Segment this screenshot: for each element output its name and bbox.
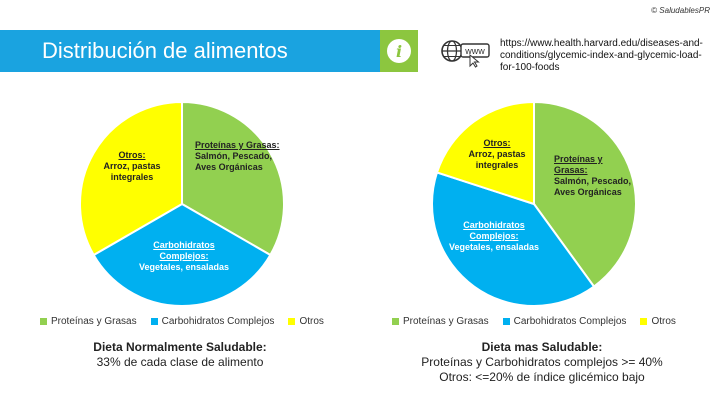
caption-1-line: 33% de cada clase de alimento xyxy=(96,355,264,369)
pie-1-label-otros: Otros: Arroz, pastas integrales xyxy=(103,150,161,182)
legend-2-item-carbohidratos: Carbohidratos Complejos xyxy=(503,316,627,327)
legend-swatch xyxy=(151,318,158,325)
legend-2-item-proteinas: Proteínas y Grasas xyxy=(392,316,489,327)
caption-2-line-2: Otros: <=20% de índice glicémico bajo xyxy=(439,370,645,384)
legend-1-item-otros: Otros xyxy=(288,316,323,327)
legend-1-item-carbohidratos: Carbohidratos Complejos xyxy=(151,316,275,327)
legend-swatch xyxy=(288,318,295,325)
www-label: www xyxy=(465,46,485,56)
copyright-text: © SaludablesPR xyxy=(651,6,710,15)
pie-1-label-proteinas: Proteínas y Grasas: Salmón, Pescado, Aves Orgánicas xyxy=(195,140,280,172)
legend-swatch xyxy=(392,318,399,325)
pie-2-label-otros: Otros: Arroz, pastas integrales xyxy=(468,138,526,170)
www-globe-icon xyxy=(440,38,492,68)
pie-1-label-carbohidratos: Carbohidratos Complejos: Vegetales, ensaladas xyxy=(138,240,230,272)
caption-1 xyxy=(60,340,300,370)
legend-swatch xyxy=(640,318,647,325)
legend-1-item-proteinas: Proteínas y Grasas xyxy=(40,316,137,327)
pie-chart-1 xyxy=(70,100,290,310)
pie-2-label-proteinas: Proteínas y Grasas: Salmón, Pescado, Aves Orgánicas xyxy=(554,154,632,197)
legend-2 xyxy=(392,316,676,327)
caption-1-heading: Dieta Normalmente Saludable: xyxy=(93,340,267,354)
info-button[interactable] xyxy=(380,30,418,72)
source-link[interactable]: https://www.health.harvard.edu/diseases-and-conditions/glycemic-index-and-glycemic-load-for-100-foods xyxy=(500,38,703,73)
legend-2-item-otros: Otros xyxy=(640,316,675,327)
legend-1 xyxy=(40,316,324,327)
legend-swatch xyxy=(503,318,510,325)
legend-swatch xyxy=(40,318,47,325)
pie-2-svg xyxy=(422,100,642,310)
pie-1-svg xyxy=(70,100,290,310)
pie-chart-2 xyxy=(422,100,642,310)
caption-2-line-1: Proteínas y Carbohidratos complejos >= 40% xyxy=(421,355,663,369)
pie-2-label-carbohidratos: Carbohidratos Complejos: Vegetales, ensaladas xyxy=(448,220,540,252)
caption-2 xyxy=(392,340,692,385)
info-icon: i xyxy=(387,39,411,63)
title-bar xyxy=(0,30,380,72)
page-title: Distribución de alimentos xyxy=(42,38,288,63)
caption-2-heading: Dieta mas Saludable: xyxy=(481,340,603,354)
